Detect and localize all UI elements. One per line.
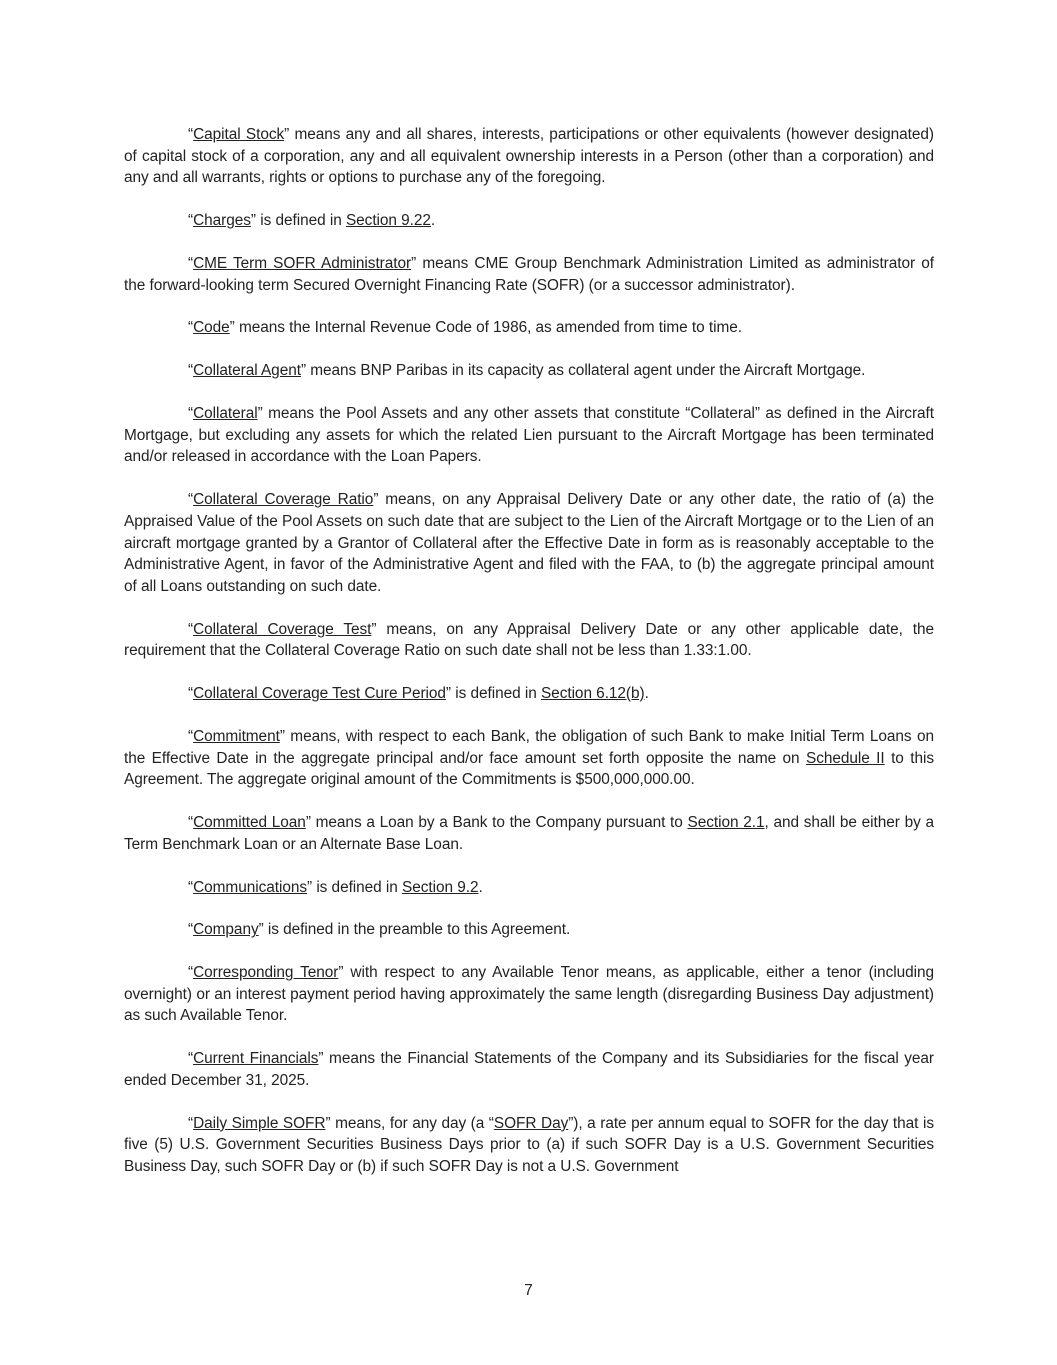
section-reference: Section 6.12(b) [540, 685, 645, 703]
definition-text: is defined in [260, 212, 342, 230]
definition-text: means the Internal Revenue Code of 1986, as amended from time to time. [238, 319, 742, 337]
definition-collateral-coverage-test-cure-period: “Collateral Coverage Test Cure Period” is defined in Section 6.12(b). [188, 685, 649, 703]
definition-text: with respect to any Available Tenor means, as applicable, either a tenor (including overnight) or an interest payment period having approximately the same length (disregarding Business Day adjustment) as such Available Tenor. [124, 964, 934, 1025]
definition-capital-stock: “Capital Stock” means any and all shares, interests, participations or other equivalents (however designated) of capital stock of a corporation, any and all equivalent ownership interests in a Person (other than a corporation) and any and all warrants, rights or options to purchase any of the foregoing. [124, 126, 934, 187]
defined-term: Collateral Coverage Test [193, 620, 372, 638]
definition-text: means, for any day (a “ [335, 1114, 494, 1132]
defined-term-inline: SOFR Day [493, 1114, 569, 1132]
definition-current-financials: “Current Financials” means the Financial Statements of the Company and its Subsidiaries for the fiscal year ended December 31, 2025. [124, 1050, 935, 1089]
definition-text: means, on any Appraisal Delivery Date or any other date, the ratio of (a) the Appraised Value of the Pool Assets on such date that are subject to the Lien of the Aircraft Mortgage or to the Lien of an aircraft mortgage granted by a Grantor of Collateral after the Effective Date in form as is reasonably acceptable to the Administrative Agent, in favor of the Administrative Agent and filed with the FAA, to (b) the aggregate principal amount of all Loans outstanding on such date. [124, 491, 935, 595]
definition-text: means any and all shares, interests, participations or other equivalents (however designated) of capital stock of a corporation, any and all equivalent ownership interests in a Person (other than a corporation) and any and all warrants, rights or options to purchase any of the foregoing. [124, 126, 934, 187]
defined-term: Charges [193, 212, 251, 230]
section-reference: Section 2.1 [687, 814, 765, 832]
definition-collateral-agent: “Collateral Agent” means BNP Paribas in its capacity as collateral agent under the Aircraft Mortgage. [188, 362, 866, 380]
definition-collateral-coverage-test: “Collateral Coverage Test” means, on any Appraisal Delivery Date or any other applicable date, the requirement that the Collateral Coverage Ratio on such date shall not be less than 1.33:1.00. [124, 620, 934, 660]
defined-term: Collateral Agent [193, 362, 301, 380]
definition-text: to this Agreement. The aggregate original amount of the Commitments is $500,000,000.00. [124, 749, 934, 789]
definition-text: means CME Group Benchmark Administration Limited as administrator of the forward-looking term Secured Overnight Financing Rate (SOFR) (or a successor administrator). [124, 254, 934, 294]
page-number: 7 [524, 1282, 533, 1299]
definition-company: “Company” is defined in the preamble to this Agreement. [188, 921, 571, 939]
definition-cme-term-sofr-administrator: “CME Term SOFR Administrator” means CME Group Benchmark Administration Limited as administrator of the forward-looking term Secured Overnight Financing Rate (SOFR) (or a successor administrator). [124, 254, 934, 294]
section-reference: Section 9.22 [345, 212, 431, 230]
defined-term: Code [193, 319, 230, 337]
schedule-reference: Schedule II [805, 749, 885, 767]
definition-charges: “Charges” is defined in Section 9.22. [188, 212, 436, 230]
definition-text: is defined in [455, 685, 537, 703]
defined-term: Collateral Coverage Test Cure Period [193, 685, 446, 703]
defined-term: Current Financials [193, 1050, 319, 1068]
defined-term: Company [193, 921, 259, 939]
definition-corresponding-tenor: “Corresponding Tenor” with respect to any Available Tenor means, as applicable, either a tenor (including overnight) or an interest payment period having approximately the same length (disregarding Business Day adjustment) as such Available Tenor. [124, 964, 934, 1025]
defined-term: Daily Simple SOFR [193, 1114, 326, 1132]
definition-daily-simple-sofr: “Daily Simple SOFR” means, for any day (a “SOFR Day”), a rate per annum equal to SOFR for the day that is five (5) U.S. Government Securities Business Days prior to (a) if such SOFR Day is a U.S. Government Securities Business Day, such SOFR Day or (b) if such SOFR Day is not a U.S. Government [124, 1114, 934, 1176]
defined-term: Corresponding Tenor [193, 964, 339, 982]
definition-text: is defined in [316, 878, 398, 896]
definition-text: , and shall be either by a Term Benchmark Loan or an Alternate Base Loan. [124, 814, 934, 853]
definition-communications: “Communications” is defined in Section 9.2. [188, 878, 483, 896]
definition-text: . [644, 685, 649, 703]
definition-commitment: “Commitment” means, with respect to each Bank, the obligation of such Bank to make Initial Term Loans on the Effective Date in the aggregate principal and/or face amount set forth opposite the name on Schedule II to this Agreement. The aggregate original amount of the Commitments is $500,000,000.00. [124, 727, 934, 789]
definition-collateral-coverage-ratio: “Collateral Coverage Ratio” means, on any Appraisal Delivery Date or any other date, the ratio of (a) the Appraised Value of the Pool Assets on such date that are subject to the Lien of the Aircraft Mortgage or to the Lien of an aircraft mortgage granted by a Grantor of Collateral after the Effective Date in form as is reasonably acceptable to the Administrative Agent, in favor of the Administrative Agent and filed with the FAA, to (b) the aggregate principal amount of all Loans outstanding on such date. [124, 491, 935, 595]
section-reference: Section 9.2 [402, 878, 479, 896]
definition-text: is defined in the preamble to this Agreement. [267, 921, 571, 939]
definition-collateral: “Collateral” means the Pool Assets and any other assets that constitute “Collateral” as defined in the Aircraft Mortgage, but excluding any assets for which the related Lien pursuant to the Aircraft Mortgage has been terminated and/or released in accordance with the Loan Papers. [124, 405, 934, 466]
definition-committed-loan: “Committed Loan” means a Loan by a Bank to the Company pursuant to Section 2.1, and shall be either by a Term Benchmark Loan or an Alternate Base Loan. [124, 814, 934, 853]
definition-text: means the Pool Assets and any other assets that constitute “Collateral” as defined in the Aircraft Mortgage, but excluding any assets for which the related Lien pursuant to the Aircraft Mortgage has been terminated and/or released in accordance with the Loan Papers. [124, 405, 934, 466]
defined-term: Communications [193, 878, 307, 896]
definition-code: “Code” means the Internal Revenue Code of 1986, as amended from time to time. [188, 319, 742, 337]
definition-text: means the Financial Statements of the Company and its Subsidiaries for the fiscal year ended December 31, 2025. [124, 1050, 935, 1089]
defined-term: Capital Stock [193, 126, 285, 143]
definition-text: . [430, 212, 436, 230]
definition-text: . [478, 878, 483, 896]
defined-term: Committed Loan [193, 814, 306, 832]
defined-term: Commitment [193, 727, 280, 745]
definition-text: means BNP Paribas in its capacity as collateral agent under the Aircraft Mortgage. [310, 362, 866, 380]
definition-text: means a Loan by a Bank to the Company pursuant to [315, 814, 683, 832]
document-body [124, 124, 934, 1199]
defined-term: Collateral Coverage Ratio [193, 491, 374, 509]
definition-text: means, with respect to each Bank, the obligation of such Bank to make Initial Term Loans on the Effective Date in the aggregate principal and/or face amount set forth opposite the name on [124, 727, 934, 767]
definition-text: ”), a rate per annum equal to SOFR for the day that is five (5) U.S. Government Securities Business Days prior to (a) if such SOFR Day is a U.S. Government Securities Business Day, such SOFR Day or (b) if such SOFR Day is not a U.S. Government [124, 1114, 934, 1176]
definition-text: means, on any Appraisal Delivery Date or any other applicable date, the requirement that the Collateral Coverage Ratio on such date shall not be less than 1.33:1.00. [124, 620, 934, 660]
defined-term: CME Term SOFR Administrator [193, 254, 412, 272]
defined-term: Collateral [193, 405, 258, 423]
